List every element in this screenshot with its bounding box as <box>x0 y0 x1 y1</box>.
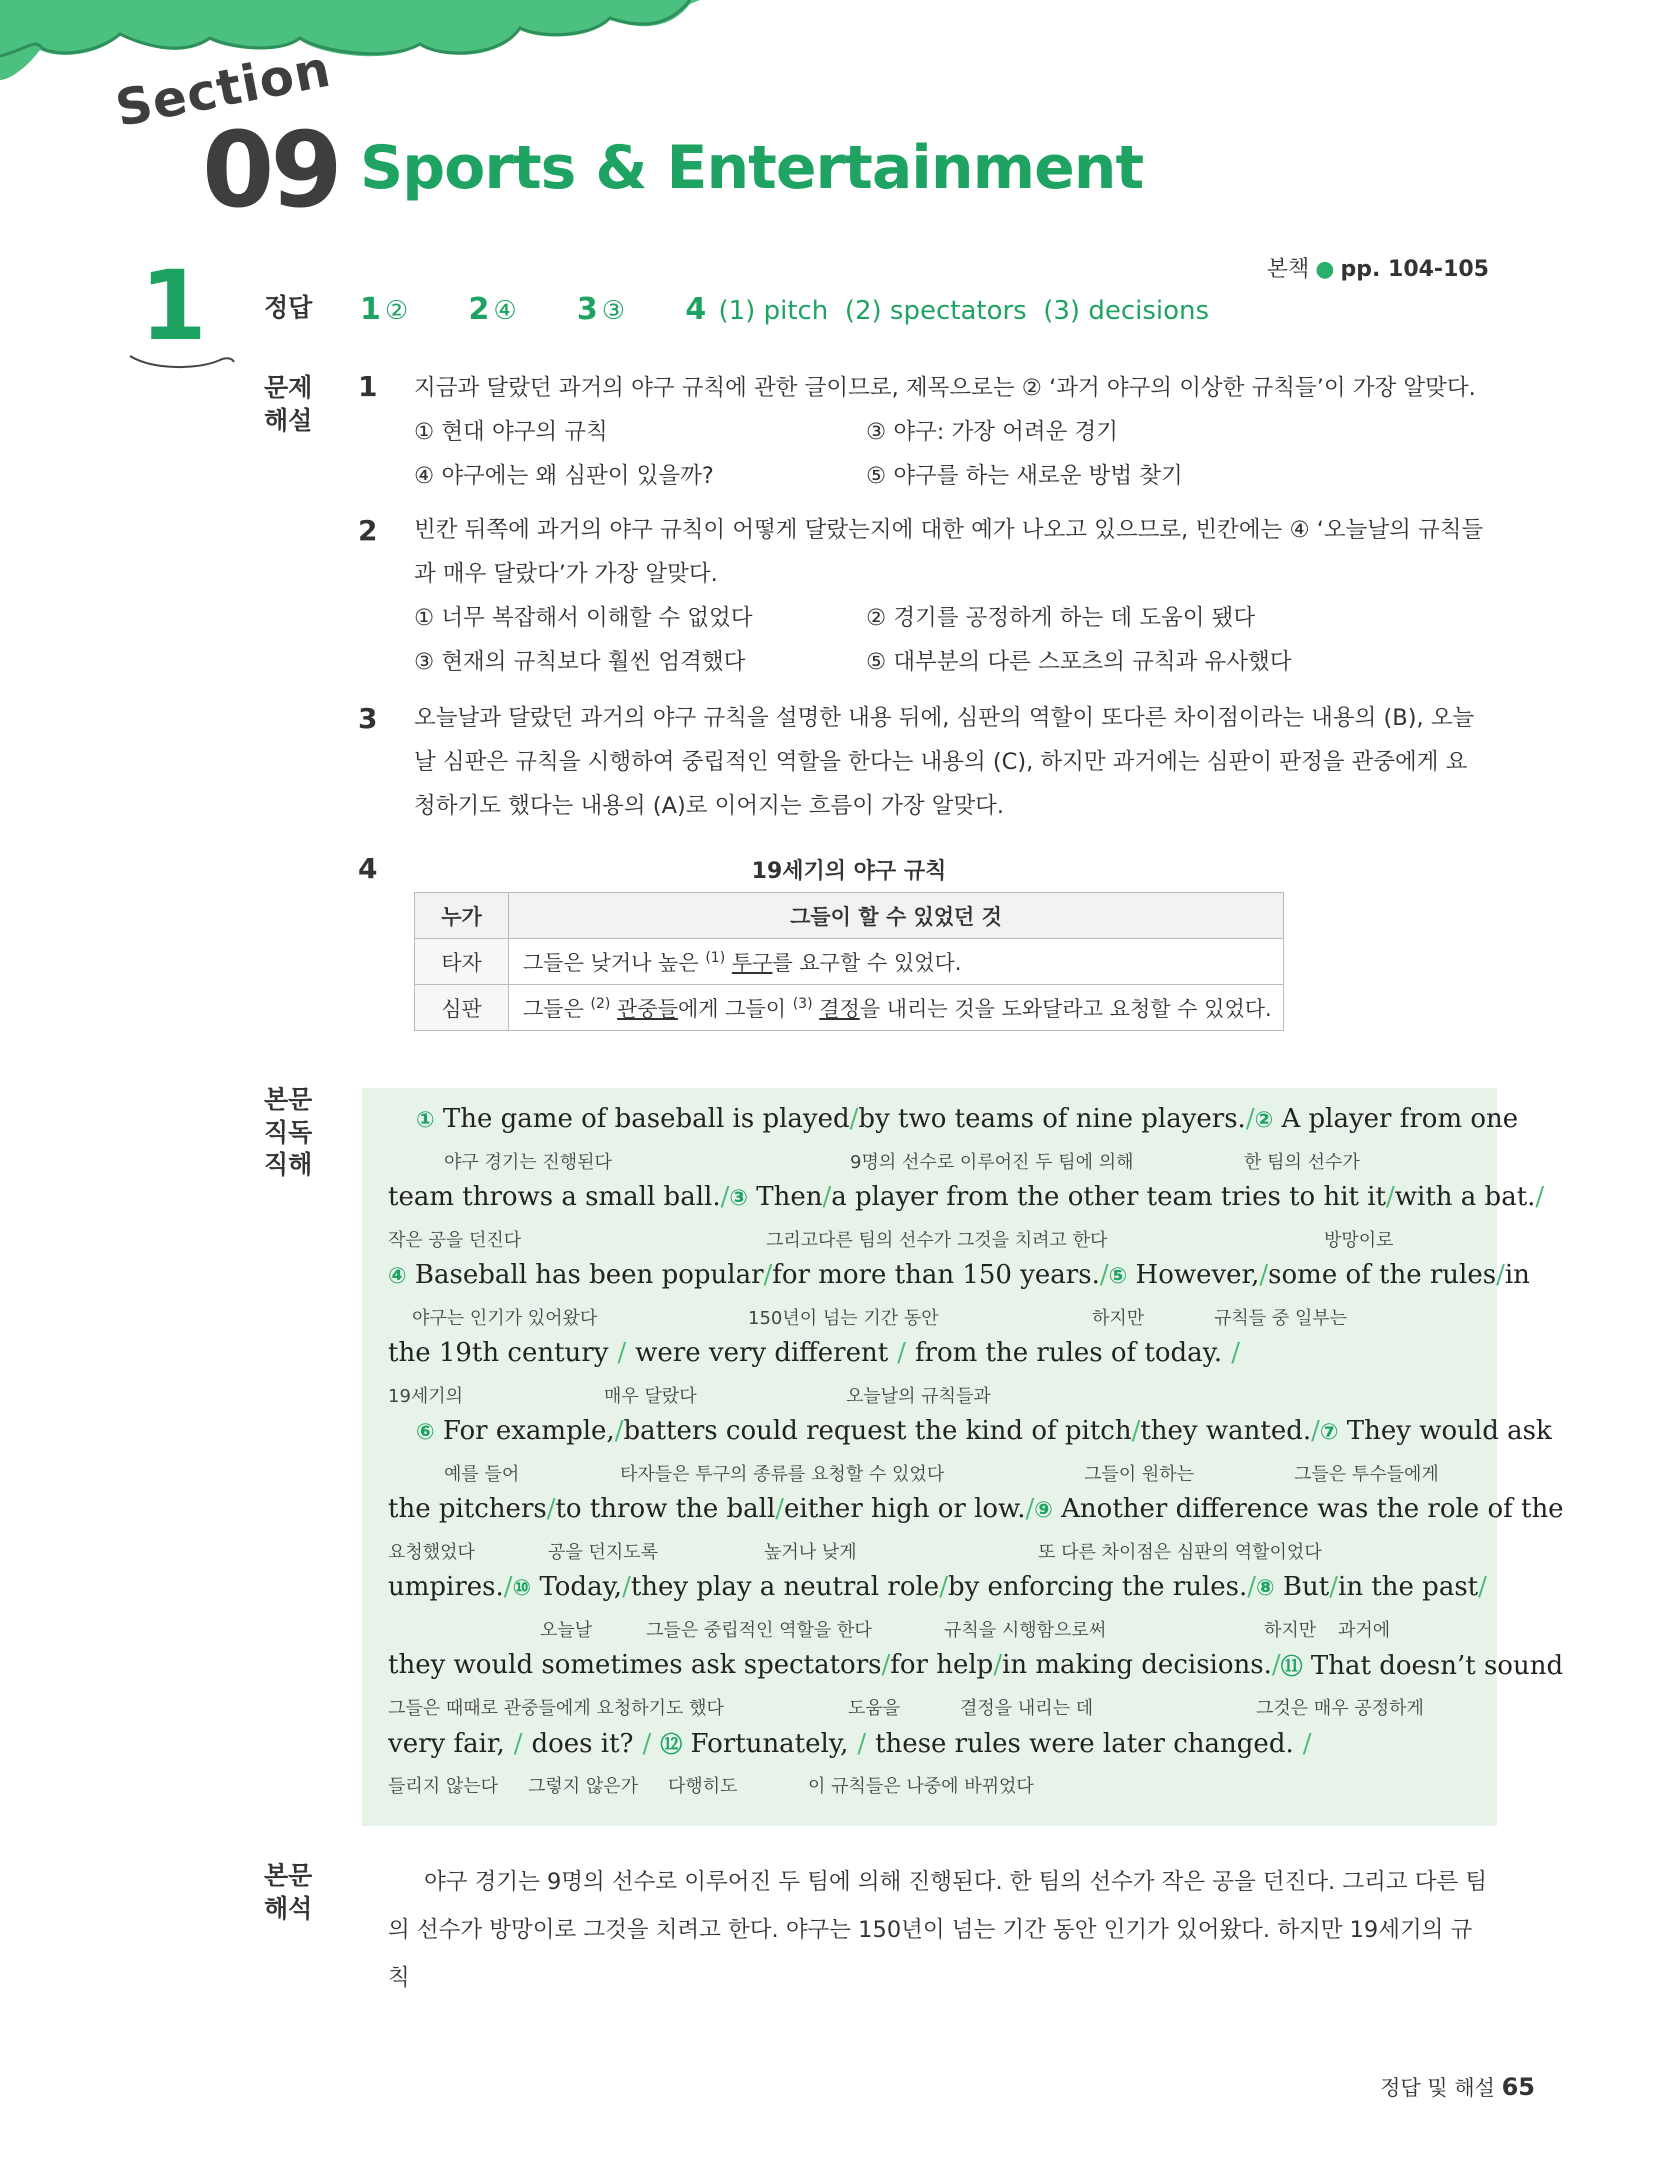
korean-gloss: 오늘날 <box>540 1620 593 1641</box>
sentence-number-icon: ⑥ <box>416 1420 435 1445</box>
chunk-separator: / <box>720 1182 730 1212</box>
korean-gloss: 야구 경기는 진행된다 <box>444 1152 612 1173</box>
reading-chunk: from the rules of today. <box>914 1338 1223 1368</box>
chunk-separator: / <box>1245 1104 1255 1134</box>
chunk-separator: / <box>546 1494 556 1524</box>
korean-gloss: 그것은 매우 공정하게 <box>1256 1698 1424 1719</box>
rules-table <box>414 892 1284 1031</box>
chunk-separator: / <box>1231 1338 1240 1368</box>
option-list: ① 너무 복잡해서 이해할 수 없었다 ② 경기를 공정하게 하는 데 도움이 됐다 ③ 현재의 규칙보다 훨씬 엄격했다 ⑤ 대부분의 다른 스포츠의 규칙과 유사했다 <box>414 605 1292 675</box>
korean-gloss: 9명의 선수로 이루어진 두 팀에 의해 <box>850 1152 1134 1173</box>
korean-gloss: 작은 공을 던진다 <box>388 1230 522 1251</box>
chunk-separator: / <box>1478 1572 1487 1602</box>
korean-gloss: 결정을 내리는 데 <box>960 1698 1094 1719</box>
korean-gloss: 타자들은 투구의 종류를 요청할 수 있었다 <box>620 1464 945 1485</box>
korean-gloss: 요청했었다 <box>388 1542 475 1563</box>
reading-chunk: to throw the ball <box>555 1494 776 1524</box>
chunk-separator: / <box>763 1260 773 1290</box>
table-row <box>415 939 1284 985</box>
chunk-separator: / <box>503 1572 513 1602</box>
table-cell: 그들은 $^{(2)}$ 관중들에게 그들이 $^{(3)}$ 결정을 내리는 것을 도와달라고 요청할 수 있었다. <box>509 985 1284 1031</box>
reading-chunk: the pitchers <box>388 1494 547 1524</box>
sentence-number-icon: ⑤ <box>1108 1264 1128 1289</box>
korean-gloss: 매우 달랐다 <box>604 1386 697 1407</box>
table-title: 19세기의 야구 규칙 <box>751 859 947 884</box>
answer-item: 3 ③ <box>576 292 626 327</box>
korean-gloss: 예를 들어 <box>444 1464 520 1485</box>
answer-item: 1 ② <box>360 292 409 327</box>
korean-gloss: 들리지 않는다 <box>388 1776 499 1797</box>
sentence-number-icon: ⑨ <box>1034 1498 1053 1523</box>
reading-chunk: for more than 150 years. <box>772 1260 1100 1290</box>
korean-gloss: 하지만 <box>1264 1620 1317 1641</box>
korean-gloss: 그들이 원하는 <box>1084 1464 1195 1485</box>
page-number: 65 <box>1501 2073 1535 2101</box>
reading-chunk: they play a neutral role <box>630 1572 940 1602</box>
reading-chunk: were very different <box>635 1338 889 1368</box>
reading-chunk: ⑤ However, <box>1108 1260 1260 1290</box>
reading-line <box>388 1182 1545 1212</box>
chunk-separator: / <box>1247 1572 1257 1602</box>
reading-line <box>388 1728 1478 1759</box>
korean-gloss: 다행히도 <box>668 1776 738 1797</box>
chunk-separator: / <box>993 1650 1003 1680</box>
reading-chunk: team throws a small ball. <box>388 1182 721 1212</box>
reading-chunk: batters could request the kind of pitch <box>623 1416 1132 1446</box>
reading-line <box>388 1260 1530 1290</box>
reading-chunk: the 19th century <box>388 1338 609 1368</box>
korean-gloss: 과거에 <box>1338 1620 1391 1641</box>
reading-chunk: very fair, <box>388 1729 505 1759</box>
sentence-number-icon: ④ <box>388 1264 407 1289</box>
sentence-number-icon: ⑧ <box>1256 1576 1275 1601</box>
answer-label: 정답 <box>264 293 313 322</box>
reading-chunk: ⑦ They would ask <box>1319 1416 1552 1446</box>
translation-line: 야구 경기는 9명의 선수로 이루어진 두 팀에 의해 진행된다. 한 팀의 선수가 작은 공을 던진다. 그리고 다른 팀 <box>424 1869 1488 1895</box>
reading-chunk: with a bat. <box>1394 1182 1536 1212</box>
reading-chunk: ⑩ Today, <box>512 1572 623 1602</box>
chunk-separator: / <box>1311 1416 1320 1446</box>
question-number: 2 <box>358 514 378 547</box>
reading-chunk: by enforcing the rules. <box>947 1572 1248 1602</box>
chunk-separator: / <box>1496 1260 1505 1290</box>
reading-chunk: by two teams of nine players. <box>858 1104 1246 1134</box>
reading-chunk: ⑨ Another difference was the role of the <box>1034 1494 1564 1524</box>
chunk-separator: / <box>1259 1260 1269 1290</box>
korean-gloss: 그들은 중립적인 역할을 한다 <box>646 1620 872 1641</box>
reading-chunk: does it? <box>531 1729 634 1759</box>
table-cell: 심판 <box>415 985 509 1031</box>
chunk-separator: / <box>857 1729 867 1759</box>
korean-gloss: 야구는 인기가 있어왔다 <box>412 1308 598 1329</box>
chunk-separator: / <box>1271 1650 1281 1680</box>
explanation-label: 문제 해설 <box>264 373 313 435</box>
question-number: 4 <box>358 852 378 885</box>
reading-line <box>388 1338 1478 1368</box>
table-cell: 그들은 낮거나 높은 $^{(1)}$ 투구를 요구할 수 있었다. <box>509 939 1284 985</box>
reading-chunk: umpires. <box>388 1572 504 1602</box>
sentence-number-icon: ② <box>1254 1108 1274 1133</box>
korean-gloss: 그들은 때때로 관중들에게 요청하기도 했다 <box>388 1698 724 1719</box>
korean-gloss: 이 규칙들은 나중에 바뀌었다 <box>808 1776 1034 1797</box>
swoosh-decoration <box>128 350 238 374</box>
korean-gloss: 규칙들 중 일부는 <box>1214 1308 1348 1329</box>
reading-chunk: in making decisions. <box>1002 1650 1272 1680</box>
footer <box>1380 2072 1535 2102</box>
reading-chunk: in <box>1504 1260 1530 1290</box>
chunk-separator: / <box>1302 1729 1312 1759</box>
korean-gloss: 그들은 투수들에게 <box>1294 1464 1439 1485</box>
reading-line <box>388 1494 1564 1524</box>
question-number: 3 <box>358 702 378 735</box>
reading-chunk: ④ Baseball has been popular <box>388 1260 764 1290</box>
korean-gloss: 높거나 낮게 <box>764 1542 857 1563</box>
reading-chunk: these rules were later changed. <box>875 1729 1294 1759</box>
book-reference <box>1267 252 1489 283</box>
chunk-separator: / <box>622 1572 631 1602</box>
chunk-separator: / <box>822 1182 832 1212</box>
reading-line <box>388 1416 1552 1446</box>
chunk-separator: / <box>1385 1182 1395 1212</box>
korean-gloss: 그렇지 않은가 <box>528 1776 639 1797</box>
chunk-separator: / <box>939 1572 948 1602</box>
korean-gloss: 공을 던지도록 <box>548 1542 659 1563</box>
table-row <box>415 985 1284 1031</box>
table-header-row <box>415 893 1284 939</box>
reading-chunk: ⑧ But <box>1256 1572 1330 1602</box>
korean-gloss: 하지만 <box>1092 1308 1145 1329</box>
reading-label: 본문 직독 직해 <box>264 1085 313 1179</box>
explanation-text: 지금과 달랐던 과거의 야구 규칙에 관한 글이므로, 제목으로는 ② ‘과거 야구의 이상한 규칙들’이 가장 알맞다. <box>414 375 1476 401</box>
sentence-number-icon: ⑫ <box>660 1733 683 1758</box>
section-label: Section <box>110 39 336 138</box>
reading-chunk: in the past <box>1338 1572 1479 1602</box>
reading-chunk: they would sometimes ask spectators <box>388 1650 882 1680</box>
reading-chunk: ⑪ That doesn’t sound <box>1280 1651 1564 1681</box>
chunk-separator: / <box>1025 1494 1035 1524</box>
reading-line <box>388 1104 1519 1134</box>
reading-chunk: some of the rules <box>1268 1260 1497 1290</box>
korean-gloss: 방망이로 <box>1324 1230 1394 1251</box>
reading-chunk: ③ Then <box>729 1182 823 1212</box>
korean-gloss: 한 팀의 선수가 <box>1244 1152 1360 1173</box>
translation-line: 의 선수가 방망이로 그것을 치려고 한다. 야구는 150년이 넘는 기간 동안 인기가 있어왔다. 하지만 19세기의 규칙 <box>388 1917 1473 1991</box>
sentence-number-icon: ⑦ <box>1319 1420 1339 1445</box>
korean-gloss: 도움을 <box>848 1698 901 1719</box>
chunk-separator: / <box>1329 1572 1338 1602</box>
korean-gloss: 다른 팀의 선수가 그것을 치려고 한다 <box>818 1230 1108 1251</box>
table-cell: 타자 <box>415 939 509 985</box>
answer-item: 2 ④ <box>468 292 517 327</box>
korean-gloss: 규칙을 시행함으로써 <box>944 1620 1107 1641</box>
section-number: 09 <box>202 109 339 231</box>
book-label: 본책 <box>1266 257 1310 282</box>
question-number: 1 <box>358 370 378 403</box>
chunk-separator: / <box>617 1338 627 1368</box>
reading-chunk: ⑫ Fortunately, <box>660 1729 849 1759</box>
sentence-number-icon: ⑪ <box>1280 1655 1303 1680</box>
table-header: 누가 <box>415 893 509 939</box>
answer-list <box>360 292 1261 327</box>
answer-item: 4 (1) pitch (2) spectators (3) decisions <box>685 292 1210 327</box>
chunk-separator: / <box>849 1104 859 1134</box>
option-list: ① 현대 야구의 규칙 ③ 야구: 가장 어려운 경기 ④ 야구에는 왜 심판이 있을까? ⑤ 야구를 하는 새로운 방법 찾기 <box>414 419 1183 489</box>
page-range: pp. 104-105 <box>1340 257 1489 282</box>
chunk-separator: / <box>881 1650 891 1680</box>
reading-chunk: ⑥ For example, <box>416 1416 615 1446</box>
chunk-separator: / <box>775 1494 785 1524</box>
korean-gloss: 그리고 <box>766 1230 819 1251</box>
sentence-number-icon: ③ <box>729 1186 748 1211</box>
page-title: Sports & Entertainment <box>360 133 1144 203</box>
chunk-separator: / <box>1131 1416 1141 1446</box>
chunk-separator: / <box>897 1338 906 1368</box>
header-cloud-decoration <box>0 0 700 140</box>
reading-line <box>388 1572 1487 1602</box>
table-header: 그들이 할 수 있었던 것 <box>509 893 1284 939</box>
reading-chunk: a player from the other team tries to hit it <box>831 1182 1386 1212</box>
korean-gloss: 또 다른 차이점은 심판의 역할이었다 <box>1038 1542 1322 1563</box>
reading-chunk: for help <box>890 1650 994 1680</box>
explanation-text: 오늘날과 달랐던 과거의 야구 규칙을 설명한 내용 뒤에, 심판의 역할이 또다른 차이점이라는 내용의 (B), 오늘날 심판은 규칙을 시행하여 중립적인 역할을 한다는 내용의 (C), 하지만 과거에는 심판이 판정을 관중에게 요청하기도 했다는 내용의 (A)로 이어지는 흐름이 가장 알맞다. <box>414 705 1475 819</box>
reading-chunk: ① The game of baseball is played <box>416 1104 850 1134</box>
chunk-separator: / <box>614 1416 624 1446</box>
korean-gloss: 오늘날의 규칙들과 <box>846 1386 991 1407</box>
chunk-separator: / <box>1099 1260 1109 1290</box>
chunk-separator: / <box>642 1729 652 1759</box>
chunk-separator: / <box>513 1729 523 1759</box>
footer-label: 정답 및 해설 <box>1380 2076 1495 2100</box>
reading-chunk: ② A player from one <box>1254 1104 1519 1134</box>
translation-label: 본문 해석 <box>264 1861 313 1923</box>
explanation-text: 빈칸 뒤쪽에 과거의 야구 규칙이 어떻게 달랐는지에 대한 예가 나오고 있으므로, 빈칸에는 ④ ‘오늘날의 규칙들과 매우 달랐다’가 가장 알맞다. <box>414 517 1484 587</box>
reading-chunk: either high or low. <box>784 1494 1026 1524</box>
sentence-number-icon: ⑩ <box>512 1576 532 1601</box>
korean-gloss: 150년이 넘는 기간 동안 <box>748 1308 939 1329</box>
reading-chunk: they wanted. <box>1140 1416 1312 1446</box>
problem-number: 1 <box>140 250 207 362</box>
reading-line <box>388 1650 1564 1681</box>
bullet-icon: ● <box>1315 257 1335 282</box>
korean-gloss: 19세기의 <box>388 1386 464 1407</box>
sentence-number-icon: ① <box>416 1108 435 1133</box>
chunk-separator: / <box>1535 1182 1545 1212</box>
